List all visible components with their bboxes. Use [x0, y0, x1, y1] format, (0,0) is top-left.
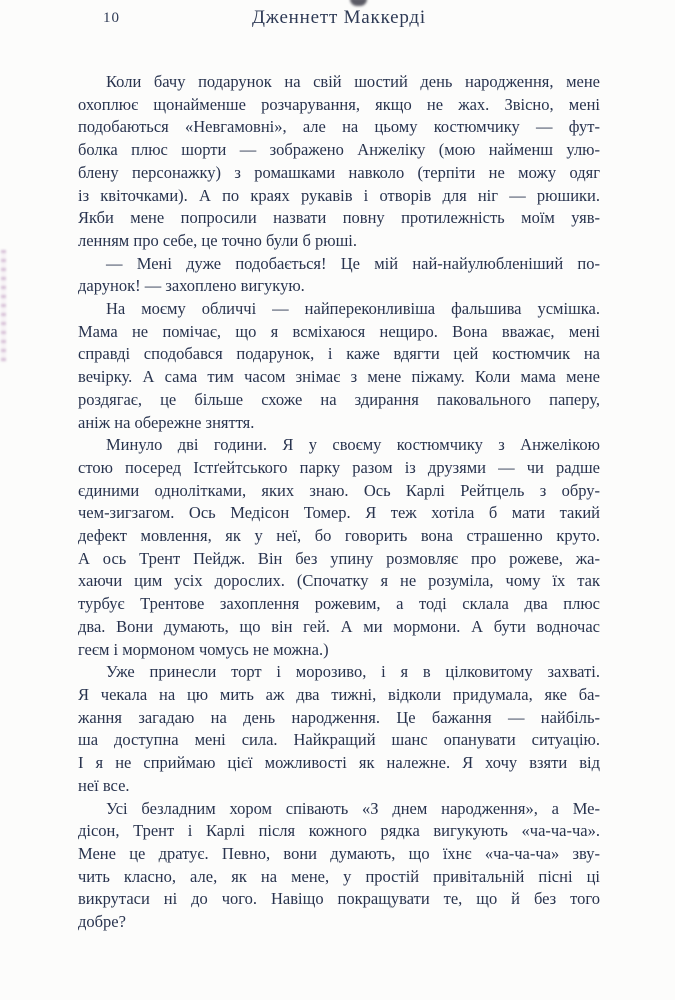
scan-smudge-top [350, 0, 367, 6]
text-line: І я не сприймаю цієї можливості як належне. Я хочу взяти від [78, 753, 600, 773]
text-line: дісон, Трент і Карлі після кожного рядка вигукують «ча-ча-ча». [78, 821, 600, 841]
text-line: дарунок! — захоплено вигукую. [78, 276, 305, 296]
text-line: Мене це дратує. Певно, вони думають, що їхнє «ча-ча-ча» зву- [78, 843, 600, 863]
text-line: — Мені дуже подобається! Це мій най-найулюбленіший по- [106, 253, 600, 273]
text-line: справді сподобався подарунок, і каже вдягти цей костюмчик на [78, 344, 600, 364]
text-line: роздягає, це більше схоже на здирання паковального паперу, [78, 389, 600, 409]
text-line: Усі безладним хором співають «З днем народження», а Ме- [106, 798, 600, 818]
text-line: Минуло дві години. Я у своєму костюмчику з Анжелікою [106, 435, 600, 455]
text-line: добре? [78, 912, 126, 932]
running-header: Дженнетт Маккерді [252, 7, 426, 28]
text-line: Коли бачу подарунок на свій шостий день народження, мене [106, 72, 600, 91]
text-line: неї все. [78, 775, 130, 795]
paragraph [78, 71, 600, 253]
text-line: блену персонажку) з ромашками навколо (терпіти не можу одяг [78, 162, 600, 182]
paragraph [78, 253, 600, 298]
text-line: подобаються «Невгамовні», але на цьому костюмчику — фут- [78, 117, 600, 137]
paragraph [78, 434, 600, 661]
text-line: чить класно, але, як на мене, у простій привітальній пісні ці [78, 866, 600, 886]
text-line: Я чекала на цю мить аж два тижні, відколи придумала, яке ба- [78, 684, 600, 704]
paragraph [78, 298, 600, 434]
page-number: 10 [103, 10, 120, 26]
text-line: стою посеред Істґейтського парку разом із друзями — чи радше [78, 457, 600, 477]
text-line: геєм і мормоном чомусь не можна.) [78, 639, 329, 659]
text-line: ленням про себе, це точно були б рюші. [78, 230, 358, 250]
text-line: турбує Трентове захоплення рожевим, а тоді склала два плюс [78, 594, 600, 614]
body-text [78, 71, 600, 934]
text-line: охоплює щонайменше розчарування, якщо не жах. Звісно, мені [78, 94, 600, 114]
text-line: викрутаси ні до чого. Навіщо покращувати те, що й без того [78, 889, 600, 909]
text-line: А ось Трент Пейдж. Він без упину розмовляє про рожеве, жа- [78, 548, 600, 568]
text-line: хаючи цим усіх дорослих. (Спочатку я не розуміла, чому їх так [78, 571, 600, 591]
text-line: ша доступна мені сила. Найкращий шанс опанувати ситуацію. [78, 730, 600, 750]
text-line: аніж на обережне зняття. [78, 412, 255, 432]
text-line: Уже принесли торт і морозиво, і я в цілковитому захваті. [106, 662, 600, 682]
text-line: жання загадаю на день народження. Це бажання — найбіль- [78, 707, 600, 727]
paragraph [78, 798, 600, 934]
paragraph [78, 661, 600, 797]
text-line: На моєму обличчі — найпереконливіша фальшива усмішка. [106, 299, 600, 319]
scan-artifact-left-edge [1, 250, 6, 362]
text-line: два. Вони думають, що він гей. А ми мормони. А бути водночас [78, 616, 600, 636]
text-line: чем-зигзагом. Ось Медісон Томер. Я теж хотіла б мати такий [78, 503, 600, 523]
text-line: дефект мовлення, як у неї, бо говорить вона страшенно круто. [78, 526, 600, 546]
text-line: Мама не помічає, що я всміхаюся нещиро. Вона вважає, мені [78, 321, 600, 341]
text-line: Якби мене попросили назвати повну протилежність моїм уяв- [78, 208, 600, 228]
text-line: вечірку. А сама тим часом знімає з мене піжаму. Коли мама мене [78, 367, 600, 387]
text-line: із квіточками). А по краях рукавів і отворів для ніг — рюшики. [78, 185, 600, 205]
text-line: єдиними однолітками, яких знаю. Ось Карлі Рейтцель з обру- [78, 480, 600, 500]
text-line: болка плюс шорти — зображено Анжеліку (мою найменш улю- [78, 140, 600, 160]
